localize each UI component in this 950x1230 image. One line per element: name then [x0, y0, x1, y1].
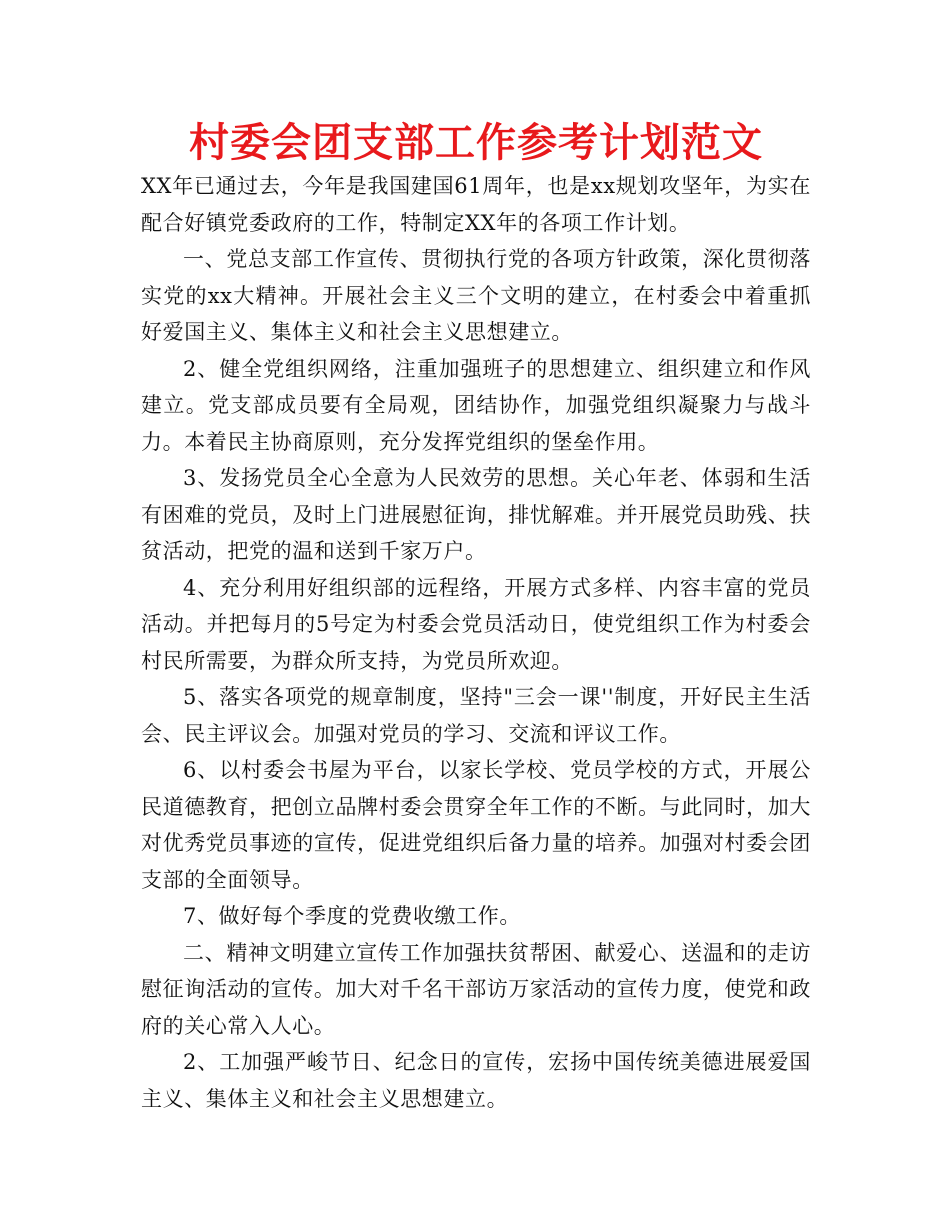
- document-body: [141, 118, 811, 1117]
- paragraph-intro: XX年已通过去，今年是我国建国61周年，也是xx规划攻坚年，为实在配合好镇党委政府的工作，特制定XX年的各项工作计划。: [141, 174, 811, 235]
- paragraph-item-7: 7、做好每个季度的党费收缴工作。: [183, 904, 521, 928]
- paragraph-item-6: 6、以村委会书屋为平台，以家长学校、党员学校的方式，开展公民道德教育，把创立品牌村委会贯穿全年工作的不断。与此同时，加大对优秀党员事迹的宣传，促进党组织后备力量的培养。加强对村委会团支部的全面领导。: [141, 758, 811, 892]
- paragraph-section-1: 一、党总支部工作宣传、贯彻执行党的各项方针政策，深化贯彻落实党的xx大精神。开展社会主义三个文明的建立，在村委会中着重抓好爱国主义、集体主义和社会主义思想建立。: [141, 247, 811, 344]
- paragraph-item-5: 5、落实各项党的规章制度，坚持"三会一课''制度，开好民主生活会、民主评议会。加强对党员的学习、交流和评议工作。: [141, 685, 811, 746]
- paragraph-item-4: 4、充分利用好组织部的远程络，开展方式多样、内容丰富的党员活动。并把每月的5号定为村委会党员活动日，使党组织工作为村委会村民所需要，为群众所支持，为党员所欢迎。: [141, 575, 811, 673]
- paragraph-item-2: 2、健全党组织网络，注重加强班子的思想建立、组织建立和作风建立。党支部成员要有全局观，团结协作，加强党组织凝聚力与战斗力。本着民主协商原则，充分发挥党组织的堡垒作用。: [141, 356, 811, 454]
- document-content: [141, 168, 811, 1117]
- paragraph-section-2: 二、精神文明建立宣传工作加强扶贫帮困、献爱心、送温和的走访慰征询活动的宣传。加大对千名干部访万家活动的宣传力度，使党和政府的关心常入人心。: [141, 940, 811, 1038]
- document-title: 村委会团支部工作参考计划范文: [189, 120, 763, 166]
- paragraph-item-3: 3、发扬党员全心全意为人民效劳的思想。关心年老、体弱和生活有困难的党员，及时上门进展慰征询，排忧解难。并开展党员助残、扶贫活动，把党的温和送到千家万户。: [141, 466, 811, 563]
- paragraph-section-2-item-2: 2、工加强严峻节日、纪念日的宣传，宏扬中国传统美德进展爱国主义、集体主义和社会主义思想建立。: [141, 1050, 811, 1111]
